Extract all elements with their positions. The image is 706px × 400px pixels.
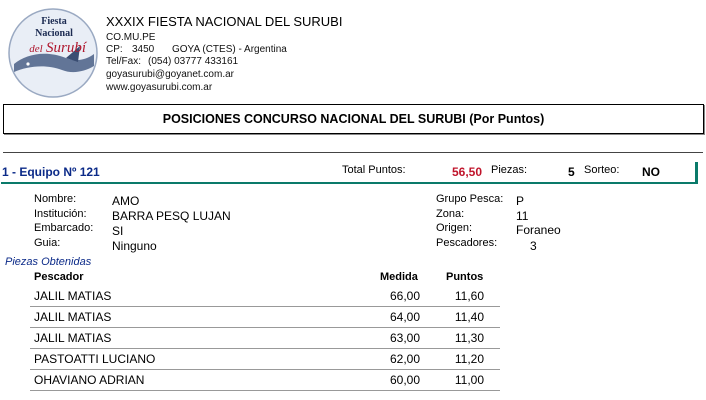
row-fisher: OHAVIANO ADRIAN bbox=[34, 373, 145, 387]
field-zone-value: 11 bbox=[516, 209, 529, 223]
row-fisher: PASTOATTI LUCIANO bbox=[34, 352, 156, 366]
svg-text:del: del bbox=[29, 43, 43, 55]
field-institution-value: BARRA PESQ LUJAN bbox=[112, 209, 231, 223]
row-size: 62,00 bbox=[389, 352, 420, 366]
table-row bbox=[30, 370, 500, 391]
team-label: 1 - Equipo Nº 121 bbox=[2, 165, 100, 179]
email-link[interactable]: goyasurubi@goyanet.com.ar bbox=[106, 69, 234, 80]
cp-value: 3450 bbox=[132, 44, 155, 55]
row-size: 60,00 bbox=[389, 373, 420, 387]
field-name-value: AMO bbox=[112, 194, 140, 208]
row-size: 66,00 bbox=[389, 289, 420, 303]
total-points-label: Total Puntos: bbox=[342, 164, 406, 176]
field-origin-label: Origen: bbox=[436, 222, 473, 234]
tel-label: Tel/Fax: bbox=[106, 56, 142, 67]
field-fishers-value: 3 bbox=[530, 239, 537, 253]
row-points: 11,60 bbox=[454, 289, 484, 303]
pieces-value: 5 bbox=[568, 165, 575, 179]
event-title: XXXIX FIESTA NACIONAL DEL SURUBI bbox=[106, 14, 343, 29]
col-header-points: Puntos bbox=[446, 271, 484, 283]
field-zone-label: Zona: bbox=[436, 208, 465, 220]
row-points: 11,00 bbox=[454, 373, 484, 387]
field-fishers-label: Pescadores: bbox=[436, 237, 498, 249]
row-fisher: JALIL MATIAS bbox=[34, 289, 112, 303]
field-name-label: Nombre: bbox=[34, 193, 77, 205]
table-row bbox=[30, 349, 500, 370]
tel-value: (054) 03777 433161 bbox=[148, 56, 239, 67]
field-embarked-value: SI bbox=[112, 224, 124, 238]
svg-text:Fiesta: Fiesta bbox=[41, 16, 67, 27]
row-size: 63,00 bbox=[389, 331, 420, 345]
col-header-fisher: Pescador bbox=[34, 271, 84, 283]
field-origin-value: Foraneo bbox=[516, 223, 561, 237]
row-points: 11,40 bbox=[454, 310, 484, 324]
draw-label: Sorteo: bbox=[584, 164, 620, 176]
website-link[interactable]: www.goyasurubi.com.ar bbox=[106, 82, 213, 93]
field-guide-value: Ninguno bbox=[112, 239, 157, 253]
field-group-label: Grupo Pesca: bbox=[436, 193, 504, 205]
report-title: POSICIONES CONCURSO NACIONAL DEL SURUBI (Por Puntos) bbox=[3, 104, 704, 134]
row-fisher: JALIL MATIAS bbox=[34, 310, 112, 324]
cp-label: CP: bbox=[106, 44, 123, 55]
svg-text:Nacional: Nacional bbox=[35, 28, 73, 39]
svg-text:Surubí: Surubí bbox=[45, 40, 87, 56]
table-row bbox=[30, 307, 500, 328]
field-guide-label: Guia: bbox=[34, 237, 61, 249]
row-fisher: JALIL MATIAS bbox=[34, 331, 112, 345]
table-row bbox=[30, 286, 500, 307]
field-institution-label: Institución: bbox=[34, 208, 87, 220]
pieces-label: Piezas: bbox=[491, 164, 528, 176]
pieces-section-title: Piezas Obtenidas bbox=[5, 256, 92, 268]
col-header-size: Medida bbox=[380, 271, 418, 283]
field-embarked-label: Embarcado: bbox=[34, 222, 94, 234]
city-text: GOYA (CTES) - Argentina bbox=[172, 44, 287, 55]
fiesta-surubi-logo bbox=[6, 6, 100, 100]
table-row bbox=[30, 328, 500, 349]
row-points: 11,20 bbox=[454, 352, 484, 366]
draw-value: NO bbox=[642, 165, 660, 179]
total-points-value: 56,50 bbox=[452, 165, 483, 179]
row-size: 64,00 bbox=[389, 310, 420, 324]
field-group-value: P bbox=[516, 194, 525, 208]
org-name: CO.MU.PE bbox=[106, 32, 156, 43]
row-points: 11,30 bbox=[454, 331, 484, 345]
divider bbox=[3, 152, 703, 153]
